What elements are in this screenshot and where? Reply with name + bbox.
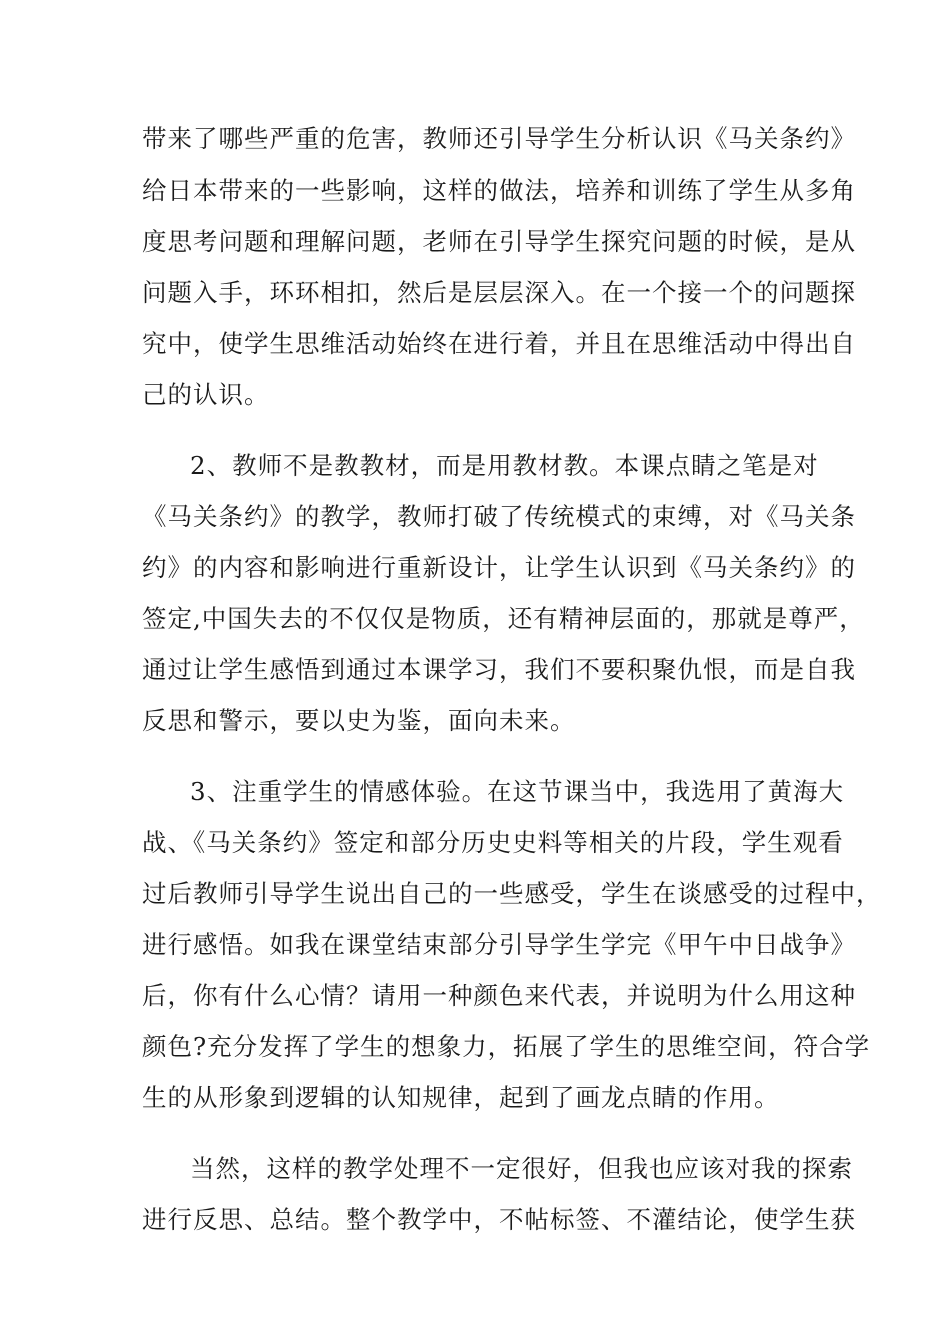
- text-line: 己的认识。: [142, 380, 270, 409]
- text-line: 究中，使学生思维活动始终在进行着，并且在思维活动中得出自: [142, 329, 856, 358]
- text-line: 过后教师引导学生说出自己的一些感受，学生在谈感受的过程中，: [142, 879, 882, 908]
- text-line: 进行反思、总结。整个教学中，不帖标签、不灌结论，使学生获: [142, 1205, 856, 1234]
- text-line: 生的从形象到逻辑的认知规律，起到了画龙点睛的作用。: [142, 1083, 780, 1112]
- text-line: 通过让学生感悟到通过本课学习，我们不要积聚仇恨，而是自我: [142, 655, 856, 684]
- text-line: 后，你有什么心情？请用一种颜色来代表，并说明为什么用这种: [142, 981, 856, 1010]
- text-line: 签定,中国失去的不仅仅是物质，还有精神层面的，那就是尊严，: [142, 604, 865, 633]
- text-line: 给日本带来的一些影响，这样的做法，培养和训练了学生从多角: [142, 176, 856, 205]
- text-line: 进行感悟。如我在课堂结束部分引导学生学完《甲午中日战争》: [142, 930, 856, 959]
- text-line: 带来了哪些严重的危害，教师还引导学生分析认识《马关条约》: [142, 124, 856, 153]
- text-line: 战、《马关条约》签定和部分历史史料等相关的片段，学生观看: [142, 828, 844, 857]
- text-line: 《马关条约》的教学，教师打破了传统模式的束缚，对《马关条: [142, 502, 856, 531]
- text-line: 反思和警示，要以史为鉴，面向未来。: [142, 706, 576, 735]
- text-line: 2、教师不是教教材，而是用教材教。本课点睛之笔是对: [190, 451, 819, 480]
- text-line: 约》的内容和影响进行重新设计，让学生认识到《马关条约》的: [142, 553, 856, 582]
- text-line: 当然，这样的教学处理不一定很好，但我也应该对我的探索: [190, 1154, 853, 1183]
- text-line: 问题入手，环环相扣，然后是层层深入。在一个接一个的问题探: [142, 278, 856, 307]
- text-line: 度思考问题和理解问题，老师在引导学生探究问题的时候，是从: [142, 227, 856, 256]
- text-line: 3、注重学生的情感体验。在这节课当中，我选用了黄海大: [190, 777, 845, 806]
- text-line: 颜色?充分发挥了学生的想象力，拓展了学生的思维空间，符合学: [142, 1032, 871, 1061]
